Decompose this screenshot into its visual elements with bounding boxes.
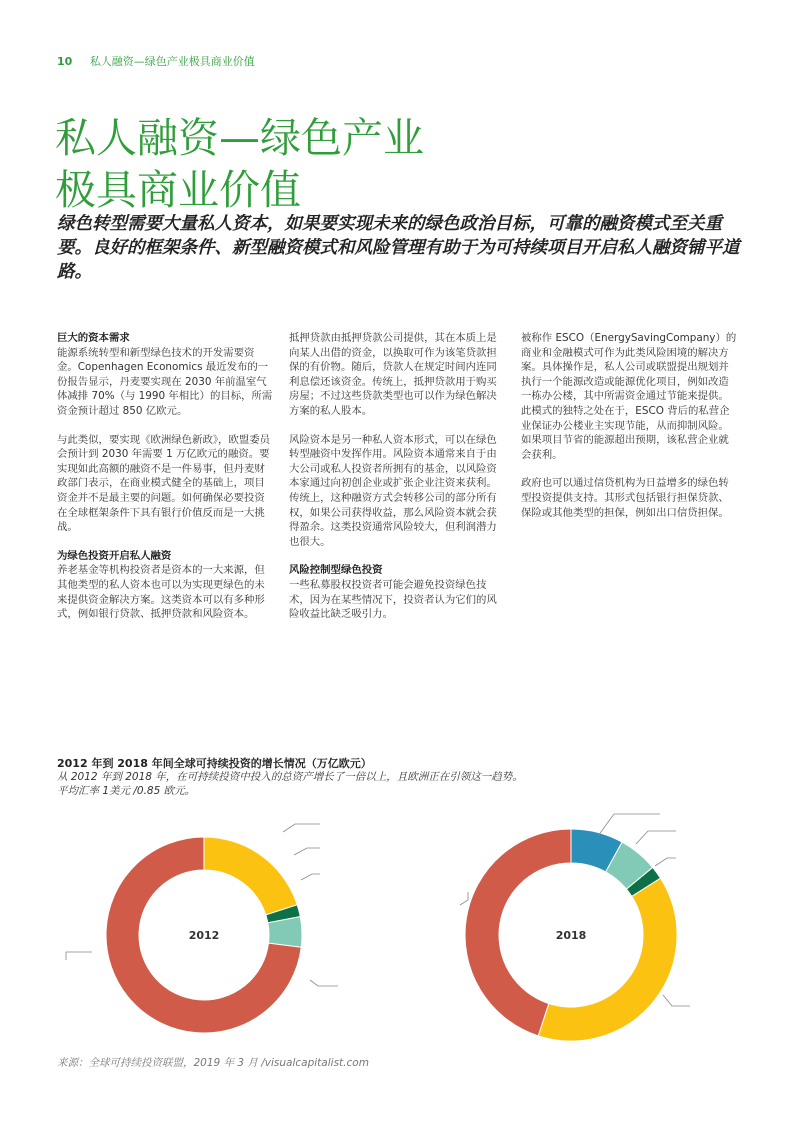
donut-chart-2012 — [106, 837, 302, 1033]
donut-charts — [0, 800, 794, 1045]
paragraph: 被称作 ESCO（EnergySavingCompany）的商业和金融模式可作为此类风险困境的解决方案。具体操作是，私人公司或联盟提出规划并执行一个能源改造或能源优化项目，例如改造一栋办公楼，其中所需资金通过节能来提供。此模式的独特之处在于，ESCO 背后的私营企业保证办公楼业主实现节能，从而抑制风险。如果项目节省的能源超出预期，该私营企业就会获利。 — [521, 332, 737, 461]
paragraph: 风险资本是另一种私人资本形式，可以在绿色转型融资中发挥作用。风险资本通常来自于由大公司或私人投资者所拥有的基金，以风险资本家通过向初创企业或扩张企业注资来获利。传统上，这种融资方式会转移公司的部分所有权，如果公司获得收益，那么风险资本就会获得盈余。这类投资通常风险较大，但利润潜力也很大。 — [289, 433, 497, 548]
paragraph: 养老基金等机构投资者是资本的一大来源，但其他类型的私人资本也可以为实现更绿色的未来提供资金解决方案。这类资本可以有多种形式，例如银行贷款、抵押贷款和风险资本。 — [57, 564, 265, 621]
running-header — [57, 53, 255, 69]
chart-note — [57, 771, 657, 798]
chart-note-line-2: 平均汇率 1美元 /0.85 欧元。 — [57, 784, 196, 797]
donut-slice-1 — [204, 837, 297, 915]
donut-slice-4 — [538, 878, 677, 1041]
section-heading: 风险控制型绿色投资 — [289, 564, 383, 577]
chart-note-line-1: 从 2012 年到 2018 年，在可持续投资中投入的总资产增长了一倍以上，且欧洲正在引领这一趋势。 — [57, 771, 523, 783]
running-title: 私人融资—绿色产业极具商业价值 — [89, 55, 255, 68]
page-number: 10 — [57, 55, 73, 68]
paragraph: 抵押贷款由抵押贷款公司提供，其在本质上是向某人出借的资金，以换取可作为该笔贷款担保的有价物。随后，贷款人在规定时间内连同利息偿还该资金。传统上，抵押贷款用于购买房屋；不过这些贷款类型也可以作为绿色解决方案的私人股本。 — [289, 332, 497, 417]
column-3 — [521, 331, 739, 534]
column-2 — [289, 331, 507, 636]
lead-paragraph: 绿色转型需要大量私人资本，如果要实现未来的绿色政治目标，可靠的融资模式至关重要。良好的框架条件、新型融资模式和风险管理有助于为可持续项目开启私人融资铺平道路。 — [57, 214, 740, 282]
paragraph: 政府也可以通过信贷机构为日益增多的绿色转型投资提供支持。其形式包括银行担保贷款、保险或其他类型的担保，例如出口信贷担保。 — [521, 477, 729, 519]
paragraph: 与此类似，要实现《欧洲绿色新政》，欧盟委员会预计到 2030 年需要 1 万亿欧元的融资。要实现如此高额的融资不是一件易事，但丹麦财政部门表示，在商业模式健全的基础上，项目资金并不是最主要的问题。如何确保必要投资在全球框架条件下具有银行价值反而是一大挑战。 — [57, 433, 271, 534]
page-title — [55, 112, 424, 216]
page-title-line-2: 极具商业价值 — [55, 166, 301, 214]
paragraph: 能源系统转型和新型绿色技术的开发需要资金。Copenhagen Economics 最近发布的一份报告显示，丹麦要实现在 2030 年前温室气体减排 70%（与 1990 年相比）的目标，所需资金预计超过 850 亿欧元。 — [57, 346, 273, 417]
donut-chart-2018 — [465, 829, 677, 1041]
column-1 — [57, 331, 275, 636]
section-heading: 巨大的资本需求 — [57, 332, 130, 344]
donut-center-label: 2018 — [555, 929, 587, 942]
section-heading: 为绿色投资开启私人融资 — [57, 549, 172, 562]
paragraph: 一些私募股权投资者可能会避免投资绿色技术，因为在某些情况下，投资者认为它们的风险收益比缺乏吸引力。 — [289, 578, 497, 621]
chart-heading: 2012 年到 2018 年间全球可持续投资的增长情况（万亿欧元） — [57, 757, 372, 770]
donut-center-label: 2012 — [188, 929, 220, 942]
source-note: 来源：全球可持续投资联盟，2019 年 3 月 /visualcapitalist.com — [57, 1057, 369, 1069]
page-title-line-1: 私人融资—绿色产业 — [55, 114, 424, 162]
